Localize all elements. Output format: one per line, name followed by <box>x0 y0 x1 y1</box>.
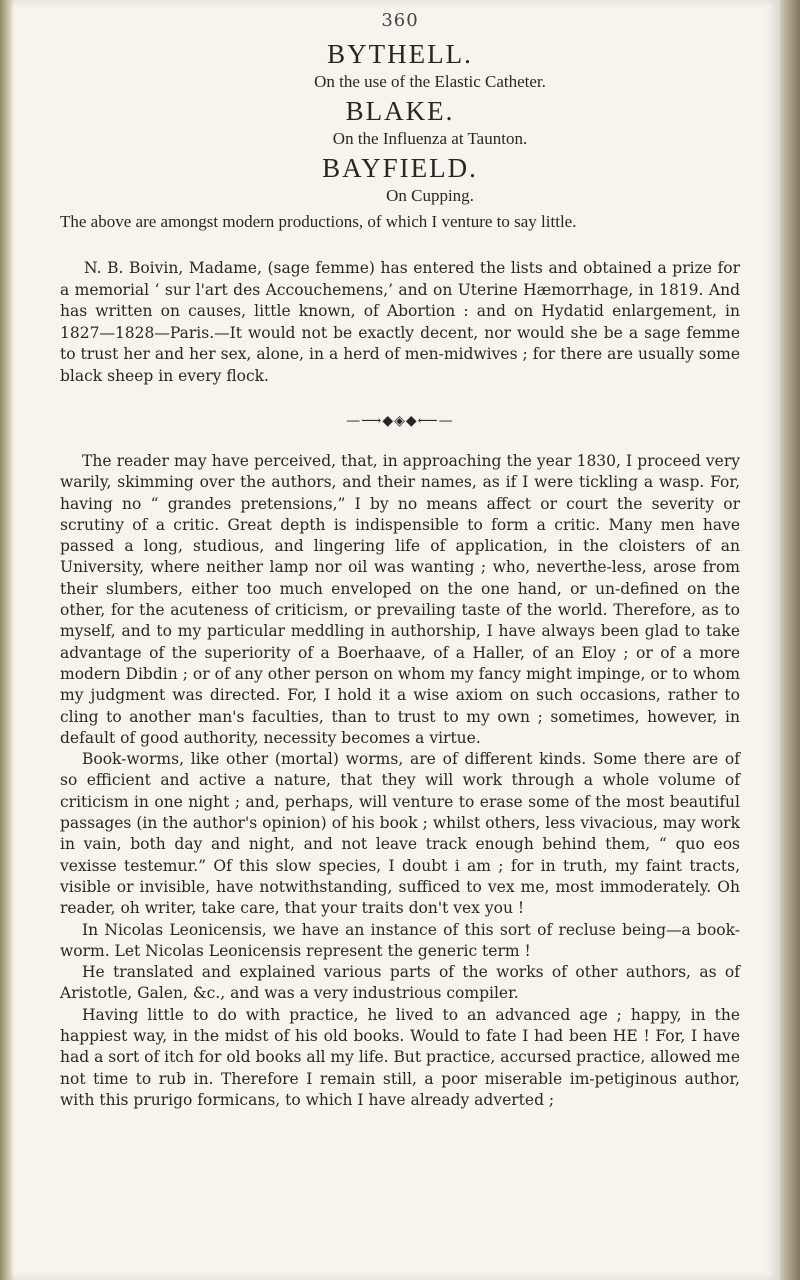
page-content <box>60 10 740 1111</box>
entry-work-bayfield: On Cupping. <box>386 186 474 205</box>
page-left-edge <box>0 0 14 1280</box>
ornamental-divider: —⟶◆◈◆⟵— <box>346 413 454 429</box>
entry-work-blake: On the Influenza at Taunton. <box>332 129 528 148</box>
closing-note: The above are amongst modern productions, of which I venture to say little. <box>60 212 577 231</box>
body-paragraph-1: The reader may have perceived, that, in approaching the year 1830, I proceed very warily, skimming over the authors, and their names, as if I were tickling a wasp. For, having no “ grandes pretensions,” I by no means affect or court the severity or scrutiny of a critic. Great depth is indispensible to form a critic. Many men have passed a long, studious, and lingering life of application, in the cloisters of an University, where neither lamp nor oil was wanting ; who, neverthe-less, arose from their slumbers, either too much enveloped on the one hand, or un-defined on the other, for the acuteness of criticism, or prevailing taste of the world. Therefore, as to myself, and to my particular meddling in authorship, I have always been glad to take advantage of the superiority of a Boerhaave, of a Haller, of an Eloy ; or of a more modern Dibdin ; or of any other person on whom my fancy might impinge, or to whom my judgment was directed. For, I hold it a wise axiom on such occasions, rather to cling to another man's faculties, than to trust to my own ; sometimes, however, in default of good authority, necessity becomes a virtue. <box>60 452 740 747</box>
body-paragraph-5: Having little to do with practice, he lived to an advanced age ; happy, in the happiest way, in the midst of his old books. Would to fate I had been HE ! For, I have had a sort of itch for old books all my life. But practice, accursed practice, allowed me not time to rub in. Therefore I remain still, a poor miserable im-petiginous author, with this prurigo formicans, to which I have already adverted ; <box>60 1005 740 1109</box>
entry-work-bythell: On the use of the Elastic Catheter. <box>314 72 546 91</box>
entry-name-bythell: BYTHELL. <box>327 39 473 69</box>
page-number: 360 <box>381 10 419 31</box>
book-spine <box>780 0 800 1280</box>
entry-name-blake: BLAKE. <box>345 96 455 126</box>
body-paragraph-2: Book-worms, like other (mortal) worms, are of different kinds. Some there are of so efficient and active a nature, that they will work through a whole volume of criticism in one night ; and, perhaps, will venture to erase some of the most beautiful passages (in the author's opinion) of his book ; whilst others, less vivacious, may work in vain, both day and night, and not leave track enough behind them, “ quo eos vexisse testemur.” Of this slow species, I doubt i am ; for in truth, my faint tracts, visible or invisible, have notwithstanding, sufficed to vex me, most immoderately. Oh reader, oh writer, take care, that your traits don't vex you ! <box>60 750 740 918</box>
boivin-paragraph: N. B. Boivin, Madame, (sage femme) has entered the lists and obtained a prize for a memorial ‘ sur l'art des Accouchemens,’ and on Uterine Hæmorrhage, in 1819. And has written on causes, little known, of Abortion : and on Hydatid enlargement, in 1827—1828—Paris.—It would not be exactly decent, nor would she be a sage femme to trust her and her sex, alone, in a herd of men-midwives ; for there are usually some black sheep in every flock. <box>60 259 740 385</box>
body-paragraph-3: In Nicolas Leonicensis, we have an instance of this sort of recluse being—a book-worm. Let Nicolas Leonicensis represent the generic term ! <box>60 920 740 960</box>
entry-name-bayfield: BAYFIELD. <box>322 153 478 183</box>
body-paragraph-4: He translated and explained various parts of the works of other authors, as of Aristotle, Galen, &c., and was a very industrious compiler. <box>60 963 740 1003</box>
